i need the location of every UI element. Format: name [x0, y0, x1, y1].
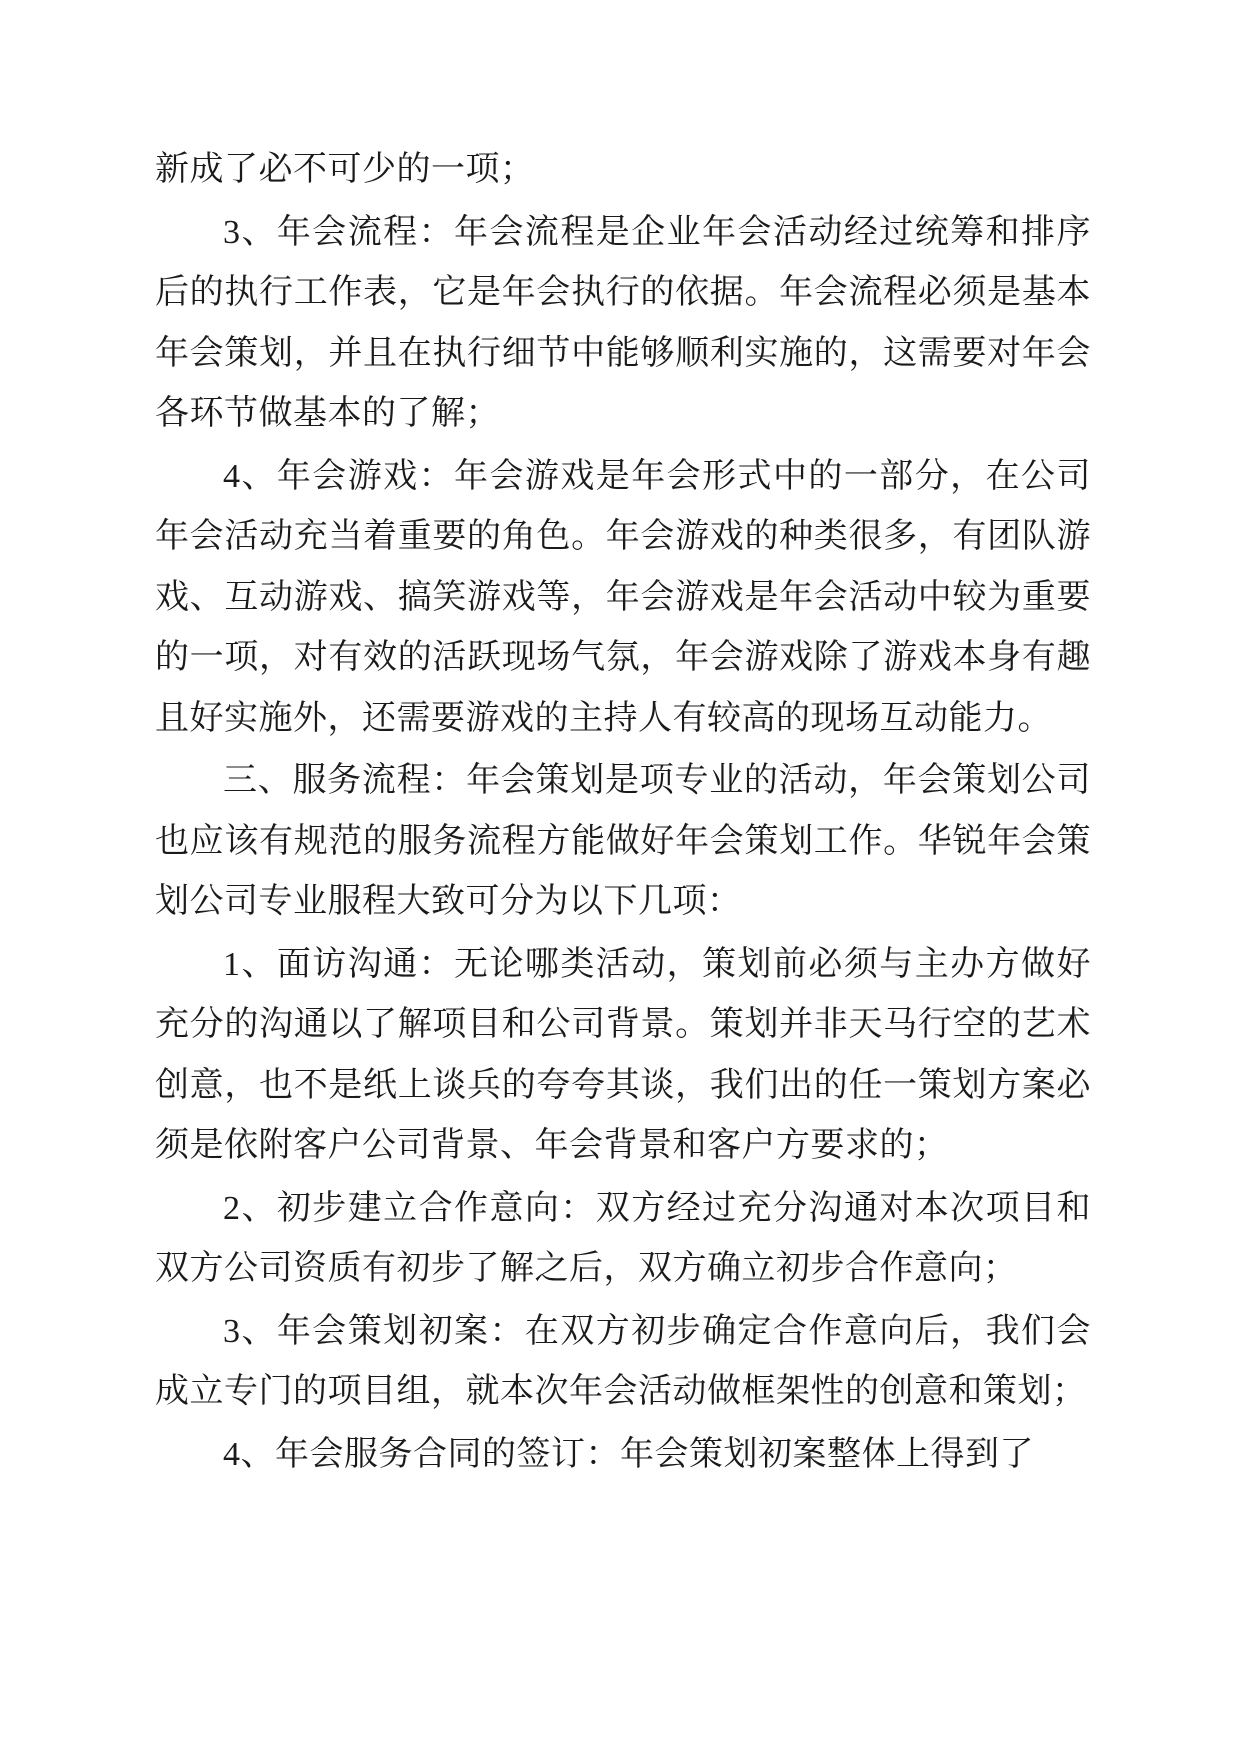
paragraph-item-3-annual-meeting-process: 3、年会流程：年会流程是企业年会活动经过统筹和排序后的执行工作表，它是年会执行的依据。年会流程必须是基本年会策划，并且在执行细节中能够顺利实施的，这需要对年会各环节做基本的了解； [155, 213, 1091, 433]
paragraph-step-1-face-to-face-communication: 1、面访沟通：无论哪类活动，策划前必须与主办方做好充分的沟通以了解项目和公司背景。策划并非天马行空的艺术创意，也不是纸上谈兵的夸夸其谈，我们出的任一策划方案必须是依附客户公司背景、年会背景和客户方要求的； [155, 945, 1091, 1165]
document-body [155, 140, 1091, 1485]
paragraph-step-2-preliminary-cooperation: 2、初步建立合作意向：双方经过充分沟通对本次项目和双方公司资质有初步了解之后，双方确立初步合作意向； [155, 1189, 1091, 1288]
paragraph-section-three-service-process: 三、服务流程：年会策划是项专业的活动，年会策划公司也应该有规范的服务流程方能做好年会策划工作。华锐年会策划公司专业服程大致可分为以下几项： [155, 762, 1091, 921]
paragraph-continued-line: 新成了必不可少的一项； [155, 151, 535, 188]
paragraph-item-4-annual-meeting-games: 4、年会游戏：年会游戏是年会形式中的一部分，在公司年会活动充当着重要的角色。年会游戏的种类很多，有团队游戏、互动游戏、搞笑游戏等，年会游戏是年会活动中较为重要的一项，对有效的活跃现场气氛，年会游戏除了游戏本身有趣且好实施外，还需要游戏的主持人有较高的现场互动能力。 [155, 457, 1091, 737]
paragraph-step-3-draft-plan: 3、年会策划初案：在双方初步确定合作意向后，我们会成立专门的项目组，就本次年会活动做框架性的创意和策划； [155, 1312, 1091, 1411]
paragraph-step-4-contract-signing: 4、年会服务合同的签订：年会策划初案整体上得到了 [223, 1435, 1034, 1473]
